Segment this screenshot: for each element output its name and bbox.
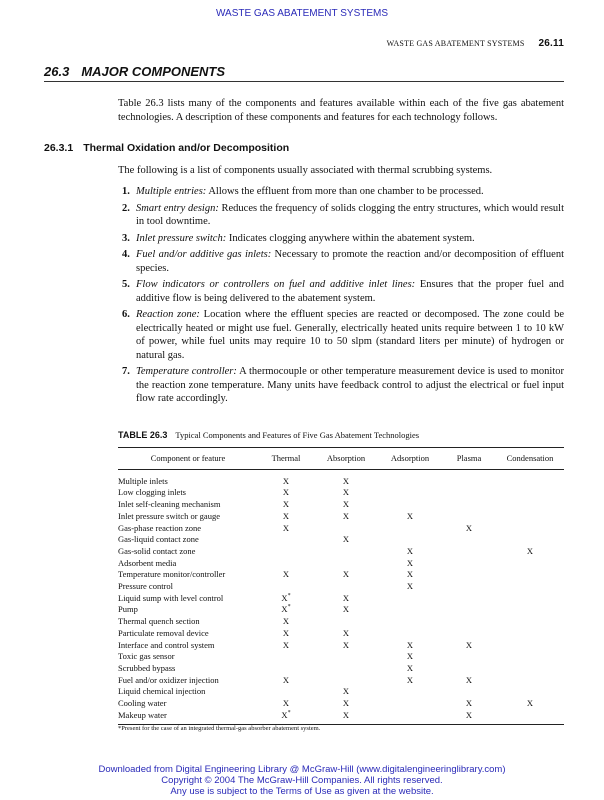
table-row	[118, 710, 564, 725]
section-title: MAJOR COMPONENTS	[81, 64, 226, 79]
technology-cell: X	[282, 510, 290, 521]
footer-line-2: Copyright © 2004 The McGraw-Hill Companies. All rights reserved.	[161, 775, 443, 786]
technology-cell: X	[282, 698, 290, 709]
table-header-row	[118, 448, 564, 470]
table-row	[118, 593, 564, 605]
table-header-cell: Thermal	[258, 448, 314, 470]
technology-cell: X	[406, 674, 414, 685]
technology-cell	[378, 523, 442, 535]
list-item	[122, 365, 564, 406]
technology-cell: X	[406, 639, 414, 650]
technology-cell: X	[282, 639, 290, 650]
running-head-title: WASTE GAS ABATEMENT SYSTEMS	[386, 39, 525, 48]
technology-cell	[496, 534, 564, 546]
table-caption	[118, 430, 419, 440]
technology-cell	[496, 686, 564, 698]
component-name-cell: Adsorbent media	[118, 557, 177, 568]
page-number: 26.11	[538, 38, 564, 49]
technology-cell: X	[342, 686, 350, 697]
table-header-cell: Absorption	[314, 448, 378, 470]
technology-cell	[442, 569, 496, 581]
technology-cell: X	[342, 604, 350, 615]
technology-cell: X	[342, 499, 350, 510]
technology-cell: X	[465, 698, 473, 709]
list-item-number: 7.	[122, 366, 130, 377]
list-item-text: Indicates clogging anywhere within the abatement system.	[226, 232, 475, 244]
list-item-term: Reaction zone:	[136, 309, 200, 320]
technology-cell	[496, 499, 564, 511]
technology-cell: X	[526, 698, 534, 709]
technology-cell: X	[406, 545, 414, 556]
technology-cell	[314, 546, 378, 558]
component-name-cell: Liquid sump with level control	[118, 592, 224, 603]
table-row	[118, 558, 564, 570]
technology-cell	[314, 651, 378, 663]
technology-cell	[496, 663, 564, 675]
list-item-text: Necessary to promote the reaction and/or decomposition of effluent species.	[136, 249, 564, 274]
technology-cell	[442, 651, 496, 663]
technology-cell	[442, 469, 496, 487]
list-item-term: Smart entry design:	[136, 202, 219, 214]
table-row	[118, 569, 564, 581]
technology-cell: X	[465, 522, 473, 533]
component-name-cell: Fuel and/or oxidizer injection	[118, 674, 219, 685]
subsection-title: Thermal Oxidation and/or Decomposition	[83, 142, 290, 154]
list-item-text: Ensures that the proper fuel and additive flow is being delivered to the abatement system.	[136, 279, 564, 304]
technology-cell	[442, 558, 496, 570]
table-body	[118, 469, 564, 725]
component-name-cell: Inlet self-cleaning mechanism	[118, 499, 221, 510]
list-item-term: Multiple entries:	[136, 186, 207, 197]
technology-cell: X	[342, 627, 350, 638]
technology-cell	[496, 616, 564, 628]
list-item-term: Fuel and/or additive gas inlets:	[136, 249, 272, 260]
table-header-cell: Plasma	[442, 448, 496, 470]
technology-cell: X	[342, 698, 350, 709]
list-item-number: 6.	[122, 309, 130, 320]
table-row	[118, 546, 564, 558]
table-caption-text: Typical Components and Features of Five Gas Abatement Technologies	[175, 430, 420, 440]
technology-cell	[314, 523, 378, 535]
component-name-cell: Thermal quench section	[118, 616, 200, 627]
technology-cell	[314, 558, 378, 570]
technology-cell	[378, 710, 442, 725]
technology-cell	[496, 581, 564, 593]
technology-cell	[496, 593, 564, 605]
technology-cell: X	[282, 569, 290, 580]
technology-cell	[258, 534, 314, 546]
technology-cell	[258, 651, 314, 663]
table-row	[118, 499, 564, 511]
technology-cell	[378, 499, 442, 511]
technology-cell: X	[342, 639, 350, 650]
technology-cell	[496, 710, 564, 725]
technology-cell	[442, 663, 496, 675]
technology-cell	[442, 581, 496, 593]
table-row	[118, 686, 564, 698]
technology-cell: X	[442, 710, 496, 725]
technology-cell	[442, 616, 496, 628]
table-row	[118, 581, 564, 593]
running-head	[387, 38, 564, 49]
technology-cell	[378, 593, 442, 605]
technology-cell: X	[342, 569, 350, 580]
component-name-cell: Cooling water	[118, 698, 167, 709]
technology-cell	[378, 604, 442, 616]
technology-cell: X	[465, 639, 473, 650]
table-row	[118, 698, 564, 710]
section-rule	[44, 81, 564, 82]
component-name-cell: Gas-liquid contact zone	[118, 534, 199, 545]
section-number: 26.3	[44, 64, 70, 79]
technology-cell: X	[406, 510, 414, 521]
table-row	[118, 487, 564, 499]
list-item-text: A thermocouple or other temperature measurement device is used to monitor the reaction zone temperature. Many units have feedback control to adjust the electrical or fuel input flow rate accordingly.	[136, 366, 564, 404]
technology-cell: X	[342, 534, 350, 545]
table-row	[118, 675, 564, 687]
table-row	[118, 640, 564, 652]
component-name-cell: Temperature monitor/controller	[118, 569, 226, 580]
technology-cell	[378, 698, 442, 710]
technology-cell	[496, 469, 564, 487]
technology-cell	[496, 675, 564, 687]
technology-cell	[496, 558, 564, 570]
list-item-number: 3.	[122, 232, 130, 244]
technology-cell	[378, 686, 442, 698]
technology-cell	[496, 511, 564, 523]
table-row	[118, 523, 564, 535]
component-list	[122, 185, 565, 406]
technology-cell	[378, 469, 442, 487]
table-row	[118, 604, 564, 616]
technology-cell: X	[406, 662, 414, 673]
technology-cell: X	[342, 475, 350, 486]
technology-cell	[496, 651, 564, 663]
component-name-cell: Particulate removal device	[118, 627, 209, 638]
list-item-number: 2.	[122, 202, 130, 214]
list-item	[122, 248, 564, 275]
technology-cell	[258, 663, 314, 675]
top-banner: WASTE GAS ABATEMENT SYSTEMS	[215, 8, 389, 19]
technology-cell	[378, 534, 442, 546]
technology-cell	[258, 546, 314, 558]
component-name-cell: Pump	[118, 604, 138, 615]
technology-cell: X*	[281, 604, 291, 615]
technology-cell: X	[282, 627, 290, 638]
list-item	[122, 185, 564, 199]
list-item-text: Allows the effluent from more than one chamber to be processed.	[206, 186, 484, 197]
list-intro: The following is a list of components usually associated with thermal scrubbing systems.	[118, 165, 493, 176]
subsection-number: 26.3.1	[44, 142, 74, 154]
list-item-number: 1.	[122, 186, 130, 197]
technology-cell: X	[282, 487, 290, 498]
technology-cell	[378, 487, 442, 499]
technology-cell	[442, 534, 496, 546]
footer-line-3: Any use is subject to the Terms of Use as given at the website.	[170, 786, 434, 797]
table-row	[118, 616, 564, 628]
technology-cell	[496, 487, 564, 499]
technology-cell: X*	[258, 710, 314, 725]
list-item	[122, 202, 564, 229]
list-item-text: Reduces the frequency of solids clogging the entry structures, which would result in tool downtime.	[136, 202, 564, 227]
list-item-number: 5.	[122, 279, 130, 290]
technology-cell: X	[406, 581, 414, 592]
technology-cell	[442, 686, 496, 698]
technology-cell: X*	[281, 592, 291, 603]
table-row	[118, 663, 564, 675]
technology-cell	[314, 663, 378, 675]
technology-cell	[442, 487, 496, 499]
technology-cell	[258, 581, 314, 593]
footer-line-1: Downloaded from Digital Engineering Library @ McGraw-Hill (www.digitalengineeringlibrary.com)	[98, 764, 506, 775]
technology-cell: X	[406, 569, 414, 580]
table-footnote: *Present for the case of an integrated thermal-gas absorber abatement system.	[118, 725, 321, 732]
technology-cell: X	[342, 487, 350, 498]
list-item-term: Flow indicators or controllers on fuel and additive inlet lines:	[136, 279, 416, 290]
list-item-number: 4.	[122, 249, 130, 260]
table-row	[118, 511, 564, 523]
list-item-text: Location where the effluent species are reacted or decomposed. The zone could be electrically heated or might use fuel. Generally, electrically heated units require between 1 to 10 kW of power, while fuel units may require 10 to 50 slpm (standard liters per minute) of hydrogen or natural gas.	[136, 309, 565, 361]
list-item	[122, 278, 564, 305]
list-item	[122, 232, 564, 246]
technology-cell: X	[282, 475, 290, 486]
table-header-cell: Condensation	[496, 448, 564, 470]
component-name-cell: Inlet pressure switch or gauge	[118, 510, 220, 521]
technology-cell	[378, 628, 442, 640]
component-name-cell: Multiple inlets	[118, 475, 168, 486]
technology-cell	[314, 675, 378, 687]
subsection-heading	[44, 142, 289, 154]
table-header-cell: Component or feature	[118, 448, 258, 470]
technology-cell: X	[406, 557, 414, 568]
list-item-term: Inlet pressure switch:	[136, 232, 227, 244]
technology-cell	[496, 628, 564, 640]
technology-cell: X	[406, 651, 414, 662]
technology-cell: X	[465, 674, 473, 685]
technology-cell	[442, 546, 496, 558]
list-item-term: Temperature controller:	[136, 366, 237, 377]
technology-cell	[442, 628, 496, 640]
technology-cell	[442, 593, 496, 605]
technology-cell	[496, 640, 564, 652]
component-name-cell: Liquid chemical injection	[118, 686, 206, 697]
technology-cell: X	[342, 592, 350, 603]
component-name-cell: Low clogging inlets	[118, 487, 186, 498]
technology-cell: X	[342, 510, 350, 521]
technology-cell	[258, 686, 314, 698]
table-row	[118, 534, 564, 546]
technology-cell	[442, 604, 496, 616]
technology-cell: X	[282, 616, 290, 627]
component-name-cell: Toxic gas sensor	[118, 651, 175, 662]
technology-cell	[314, 616, 378, 628]
component-name-cell: Interface and control system	[118, 639, 215, 650]
technology-cell	[496, 604, 564, 616]
technology-cell	[442, 499, 496, 511]
section-heading	[44, 64, 225, 79]
technology-cell: X	[282, 522, 290, 533]
technology-cell: X	[282, 499, 290, 510]
technology-cell	[496, 569, 564, 581]
intro-paragraph: Table 26.3 lists many of the components and features available within each of the five gas abatement technologies. A description of these components and features for each technology follows.	[118, 98, 564, 123]
component-list-container	[122, 185, 565, 409]
table-row	[118, 651, 564, 663]
list-item	[122, 308, 565, 362]
component-name-cell: Makeup water	[118, 710, 258, 725]
table-label: TABLE 26.3	[118, 430, 168, 440]
component-name-cell: Gas-phase reaction zone	[118, 522, 202, 533]
component-name-cell: Pressure control	[118, 581, 174, 592]
technology-cell	[378, 616, 442, 628]
technology-cell: X	[282, 674, 290, 685]
technology-cell	[258, 558, 314, 570]
component-name-cell: Scrubbed bypass	[118, 662, 176, 673]
technology-cell	[314, 581, 378, 593]
table-row	[118, 628, 564, 640]
download-footer	[0, 764, 604, 797]
components-table	[118, 447, 564, 725]
technology-cell: X	[314, 710, 378, 725]
table-header-cell: Adsorption	[378, 448, 442, 470]
technology-cell	[442, 511, 496, 523]
technology-cell	[496, 523, 564, 535]
component-name-cell: Gas-solid contact zone	[118, 545, 196, 556]
technology-cell: X	[526, 545, 534, 556]
table-row	[118, 469, 564, 487]
